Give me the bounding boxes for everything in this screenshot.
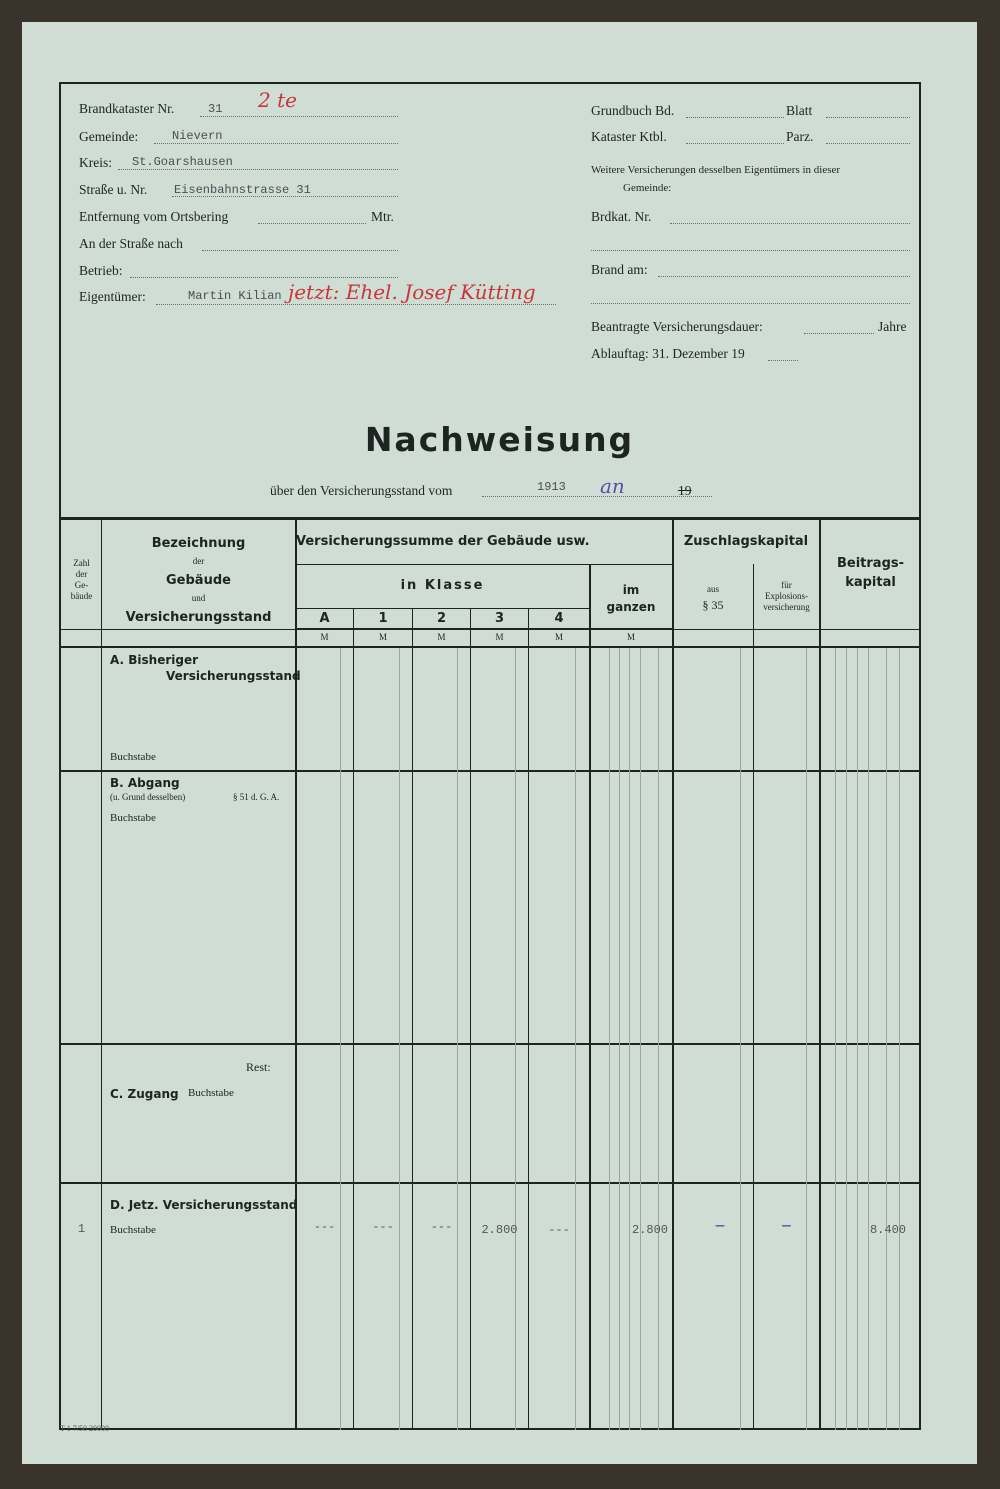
kataster-label: Kataster Ktbl.: [591, 129, 667, 144]
weitere-line2: Gemeinde:: [623, 182, 672, 194]
dotted-line: [670, 223, 910, 224]
dotted-line: [200, 116, 398, 117]
ruling: [399, 648, 400, 1430]
dotted-line: [826, 143, 910, 144]
rule: [295, 608, 589, 609]
explosion-header: für Explosions- versicherung: [763, 580, 810, 612]
rule: [61, 1182, 921, 1184]
rule: [589, 564, 591, 1430]
brdkat-label: Brdkat. Nr.: [591, 209, 652, 224]
dotted-line: [258, 223, 366, 224]
parz-label: Parz.: [786, 129, 814, 144]
rule: [101, 518, 102, 1430]
unit-label: M: [626, 632, 635, 642]
ruling: [740, 648, 741, 1430]
an-der-strasse-label: An der Straße nach: [79, 236, 183, 251]
ruling: [575, 648, 576, 1430]
subtitle-year: 1913: [537, 480, 566, 494]
row-d-beitrag: 8.400: [869, 1223, 906, 1237]
section-d-title: D. Jetz. Versicherungsstand: [110, 1198, 298, 1212]
col-zahl-header: Zahl der Ge- bäude: [70, 558, 93, 601]
dotted-line: [156, 304, 556, 305]
subtitle-handwritten: an: [600, 474, 625, 498]
document-sheet: [22, 22, 977, 1464]
unit-label: M: [437, 632, 446, 642]
weitere-line1: Weitere Versicherungen desselben Eigentümers in dieser: [591, 164, 841, 176]
unit-label: M: [495, 632, 504, 642]
brandkataster-label: Brandkataster Nr.: [79, 101, 175, 116]
rule: [412, 608, 413, 1430]
row-d-klasse-a: ---: [313, 1220, 336, 1234]
ruling: [640, 648, 641, 1430]
dauer-unit: Jahre: [878, 319, 907, 334]
strasse-value: Eisenbahnstrasse 31: [174, 183, 311, 197]
in-klasse-header: in Klasse: [400, 578, 485, 593]
rest-label: Rest:: [246, 1060, 271, 1074]
brand-label: Brand am:: [591, 262, 648, 277]
rule: [61, 1043, 921, 1045]
col-bez-line5: Versicherungsstand: [125, 610, 272, 625]
dotted-line: [804, 333, 874, 334]
brandkataster-value: 31: [208, 102, 223, 116]
rule: [753, 564, 754, 1430]
dotted-line: [658, 276, 910, 277]
dotted-line: [118, 169, 398, 170]
row-d-im-ganzen: 2.800: [631, 1223, 668, 1237]
rule: [353, 608, 354, 1430]
dotted-line: [154, 143, 398, 144]
ruling: [868, 648, 869, 1430]
dotted-line: [202, 250, 398, 251]
col-bez-line4: und: [191, 593, 206, 603]
section-b-para: § 51 d. G. A.: [233, 792, 280, 802]
rule: [672, 518, 674, 1430]
betrieb-label: Betrieb:: [79, 263, 123, 278]
kreis-label: Kreis:: [79, 155, 112, 170]
gemeinde-value: Nievern: [172, 129, 223, 143]
ruling: [340, 648, 341, 1430]
eigentuemer-label: Eigentümer:: [79, 289, 146, 304]
section-b-buchstabe: Buchstabe: [110, 812, 156, 824]
dotted-line: [591, 250, 910, 251]
ruling: [846, 648, 847, 1430]
klasse-3-header: 3: [494, 611, 505, 626]
dotted-line: [172, 196, 398, 197]
print-code: T 1 7/50 20000: [60, 1424, 109, 1433]
row-d-klasse-2: ---: [430, 1220, 453, 1234]
col-bez-line2: der: [192, 556, 205, 566]
rule: [61, 629, 921, 630]
ruling: [886, 648, 887, 1430]
row-d-aus35: –: [713, 1215, 726, 1238]
dotted-line: [826, 117, 910, 118]
aus-label: aus: [707, 584, 719, 594]
unit-label: M: [378, 632, 387, 642]
page-title: Nachweisung: [364, 420, 635, 459]
col-bez-line3: Gebäude: [166, 573, 231, 588]
dotted-line: [130, 277, 398, 278]
gemeinde-label: Gemeinde:: [79, 129, 139, 144]
table-top-rule: [61, 517, 921, 520]
ruling: [806, 648, 807, 1430]
dotted-line: [686, 117, 784, 118]
rule: [528, 608, 529, 1430]
section-a-title: A. Bisheriger: [110, 653, 199, 667]
ruling: [857, 648, 858, 1430]
eigentuemer-value: Martin Kilian: [188, 289, 282, 303]
strasse-label: Straße u. Nr.: [79, 182, 148, 197]
section-d-buchstabe: Buchstabe: [110, 1224, 156, 1236]
klasse-1-header: 1: [378, 611, 388, 626]
rule: [295, 518, 297, 1430]
versicherungssumme-header: Versicherungssumme der Gebäude usw.: [296, 534, 590, 549]
rule: [819, 518, 821, 1430]
kreis-value: St.Goarshausen: [132, 155, 233, 169]
blatt-label: Blatt: [786, 103, 813, 118]
rule: [470, 608, 471, 1430]
row-d-klasse-3: 2.800: [481, 1223, 518, 1237]
unit-label: M: [320, 632, 329, 642]
section-b-title: B. Abgang: [110, 776, 180, 790]
dotted-line: [686, 143, 784, 144]
header-bottom-rule: [61, 646, 921, 648]
ablauf-label: Ablauftag: 31. Dezember 19: [591, 346, 745, 361]
section-a-title2: Versicherungsstand: [166, 669, 301, 683]
grundbuch-label: Grundbuch Bd.: [591, 103, 675, 118]
eigentuemer-handwritten: jetzt: Ehel. Josef Kütting: [288, 280, 536, 304]
klasse-4-header: 4: [554, 611, 564, 626]
section-c-buchstabe: Buchstabe: [188, 1087, 234, 1099]
unit-label: M: [554, 632, 563, 642]
klasse-2-header: 2: [436, 611, 447, 626]
brandkataster-handwritten: 2 te: [258, 88, 297, 112]
dotted-line: [768, 360, 798, 361]
klasse-a-header: A: [319, 611, 330, 626]
entfernung-unit: Mtr.: [371, 209, 394, 224]
subtitle-text: über den Versicherungsstand vom: [270, 483, 453, 498]
ruling: [658, 648, 659, 1430]
ruling: [515, 648, 516, 1430]
col-bez-line1: Bezeichnung: [151, 536, 246, 551]
section-c-title: C. Zugang: [110, 1087, 179, 1101]
rule: [61, 770, 921, 772]
im-ganzen-header: im ganzen: [606, 583, 656, 614]
zuschlag-header: Zuschlagskapital: [683, 534, 809, 549]
entfernung-label: Entfernung vom Ortsbering: [79, 209, 229, 224]
ruling: [609, 648, 610, 1430]
row-d-explosion: –: [780, 1215, 793, 1238]
ruling: [899, 648, 900, 1430]
subtitle-struck-year: 19: [678, 483, 692, 498]
rule: [295, 564, 672, 565]
ruling: [629, 648, 630, 1430]
section-a-buchstabe: Buchstabe: [110, 751, 156, 763]
ruling: [835, 648, 836, 1430]
paragraph-35: § 35: [702, 598, 724, 612]
beitrag-header: Beitrags- kapital: [836, 556, 905, 590]
dauer-label: Beantragte Versicherungsdauer:: [591, 319, 763, 334]
ruling: [457, 648, 458, 1430]
row-d-klasse-4: ---: [548, 1223, 570, 1237]
row-d-klasse-1: ---: [372, 1220, 394, 1234]
row-d-zahl: 1: [77, 1222, 86, 1236]
section-b-sub: (u. Grund desselben): [110, 792, 186, 802]
dotted-line: [591, 303, 910, 304]
ruling: [619, 648, 620, 1430]
